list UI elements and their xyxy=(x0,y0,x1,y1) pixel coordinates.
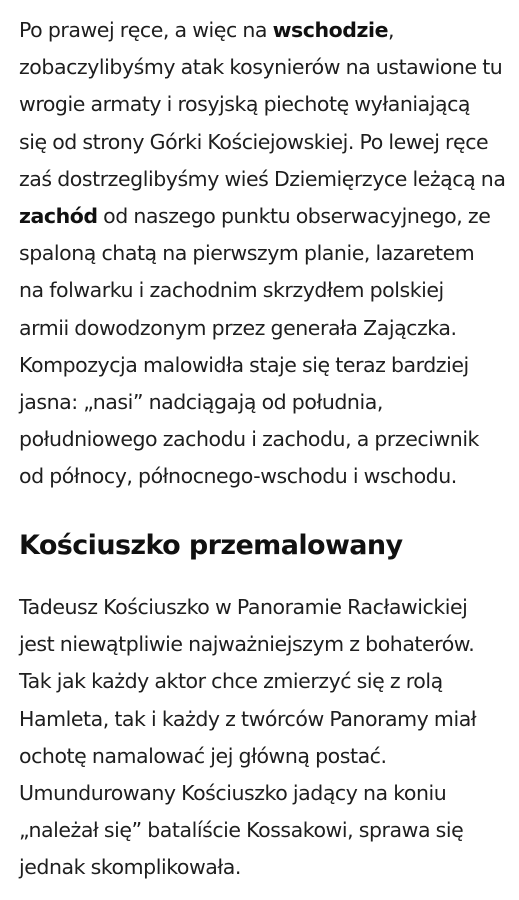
paragraph-kosciuszko xyxy=(19,589,519,887)
text-line: Kompozycja malowidła staje się teraz bardziej xyxy=(19,352,469,377)
text-line: armii dowodzonym przez generała Zajączka. xyxy=(19,315,457,340)
section-heading: Kościuszko przemalowany xyxy=(19,530,403,561)
text-span: , xyxy=(388,18,395,42)
text-span: Po prawej ręce, a więc na xyxy=(19,18,273,42)
text-line xyxy=(19,198,519,235)
text-line: Tadeusz Kościuszko w Panoramie Racławickiej xyxy=(19,595,468,619)
text-line: ochotę namalować jej główną postać. xyxy=(19,743,387,768)
bold-text-east: wschodzie xyxy=(272,18,389,42)
text-line: zobaczylibyśmy atak kosynierów na ustawione tu xyxy=(19,55,503,80)
text-line: jednak skomplikowała. xyxy=(19,855,241,880)
text-span: od naszego punktu obserwacyjnego, ze xyxy=(97,204,491,229)
text-line xyxy=(19,12,519,49)
text-line: zaś dostrzeglibyśmy wieś Dziemięrzyce leżącą na xyxy=(19,166,506,191)
text-line: „należał się” batalíście Kossakowi, sprawa się xyxy=(19,818,464,843)
bold-text-west: zachód xyxy=(19,204,98,229)
text-line: jest niewątpliwie najważniejszym z bohaterów. xyxy=(19,632,475,657)
text-line: spaloną chatą na pierwszym planie, lazaretem xyxy=(19,241,475,266)
text-line: się od strony Górki Kościejowskiej. Po lewej ręce xyxy=(19,129,489,154)
text-line: Umundurowany Kościuszko jadący na koniu xyxy=(19,781,447,806)
text-line: Hamleta, tak i każdy z twórców Panoramy miał xyxy=(19,706,477,731)
text-line: wrogie armaty i rosyjską piechotę wyłaniającą xyxy=(19,92,471,117)
text-line: na folwarku i zachodnim skrzydłem polskiej xyxy=(19,278,444,303)
text-line: południowego zachodu i zachodu, a przeciwnik xyxy=(19,427,479,452)
text-line: od północy, północnego-wschodu i wschodu. xyxy=(19,464,457,489)
text-line: jasna: „nasi” nadciągają od południa, xyxy=(19,390,383,415)
text-line: Tak jak każdy aktor chce zmierzyć się z rolą xyxy=(19,669,443,694)
paragraph-battle-directions xyxy=(19,12,519,496)
